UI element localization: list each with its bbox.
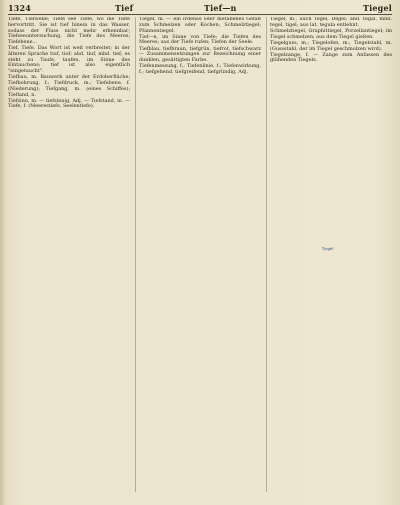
entry-paragraph: Tiefsinn, m. — tiefsinnig, Adj. — Tiefstand, m. — Tiefe, f. (Meerestiefe, Seelentiefe).	[8, 97, 130, 110]
entry-paragraph: Tiefenmessung, f.; Tiefenlinie, f.; Tiefenwirkung, f.; tiefgehend, tiefgreifend, tiefgründig, Adj.	[139, 63, 261, 75]
entry-paragraph: Tiefblau, tiefbraun, tiefgrün, tiefrot, tiefschwarz — Zusammensetzungen zur Bezeichnung einer dunklen, gesättigten Farbe.	[139, 45, 261, 64]
page-header	[8, 3, 392, 14]
entry-paragraph: Tiegelguss, m.; Tiegelofen, m.; Tiegelstahl, m. (Gussstahl, der im Tiegel geschmolzen wird).	[270, 39, 392, 52]
text-column-middle	[139, 17, 261, 492]
entry-paragraph: Tiefbau, m. Bauwerk unter der Erdoberfläche; Tiefbohrung, f.; Tiefdruck, m.; Tiefebene, f. (Niederung); Tiefgang, m. (eines Schiffes); Tiefland, n.	[8, 74, 130, 98]
column-divider	[266, 17, 267, 492]
entry-paragraph: Tiegelzange, f. — Zange zum Anfassen des glühenden Tiegels.	[270, 51, 392, 64]
right-headword: Tiegel	[362, 3, 392, 13]
entry-paragraph: Tief—n, im Sinne von Tiefe; die Tiefen des Meeres; aus der Tiefe rufen; Tiefen der Seele.	[139, 33, 261, 46]
entry-paragraph: Schmelztiegel, Graphittiegel, Porzellantiegel; im Tiegel schmelzen; aus dem Tiegel gießen.	[270, 27, 392, 40]
mid-headword: Tief—n	[204, 3, 237, 13]
entry-paragraph: Tiefe, Tiefwelle; Tiefe see Tiefe, wo die Tiefe hervortritt. Sie ist tief hinein in das Wasser, sodass der Fluss nicht mehr erkennbar; Tiefseeuntersuchung, die Tiefe des Meeres; Tiefebene...	[8, 17, 130, 45]
text-column-left	[8, 17, 130, 492]
entry-paragraph: Tiegel, m. — ein irdenes oder metallenes Gefäß zum Schmelzen oder Kochen; Schmelztiegel; Pfannentiegel.	[139, 17, 261, 34]
left-headword: Tief	[115, 3, 134, 13]
header-rule	[8, 14, 392, 15]
page-gutter-shadow	[0, 0, 6, 505]
entry-paragraph: Tief, Tiefe. Das Wort ist weit verbreitet; in der älteren Sprache tiuf, tiof; ahd. tiuf, mhd. tief; es steht zu Taufe, taufen, im Sinne des Eintauchens; tief ist also eigentlich "eingetaucht".	[8, 45, 130, 75]
column-divider	[135, 17, 136, 492]
text-column-right	[270, 17, 392, 492]
page-number: 1324	[8, 3, 32, 13]
entry-paragraph: Tiegel, m., auch Tegel, Degel; ahd. tegal, mhd. tegel, tigel; aus lat. tegula entlehnt.	[270, 17, 392, 28]
handwritten-annotation: Tiegel	[321, 245, 334, 252]
